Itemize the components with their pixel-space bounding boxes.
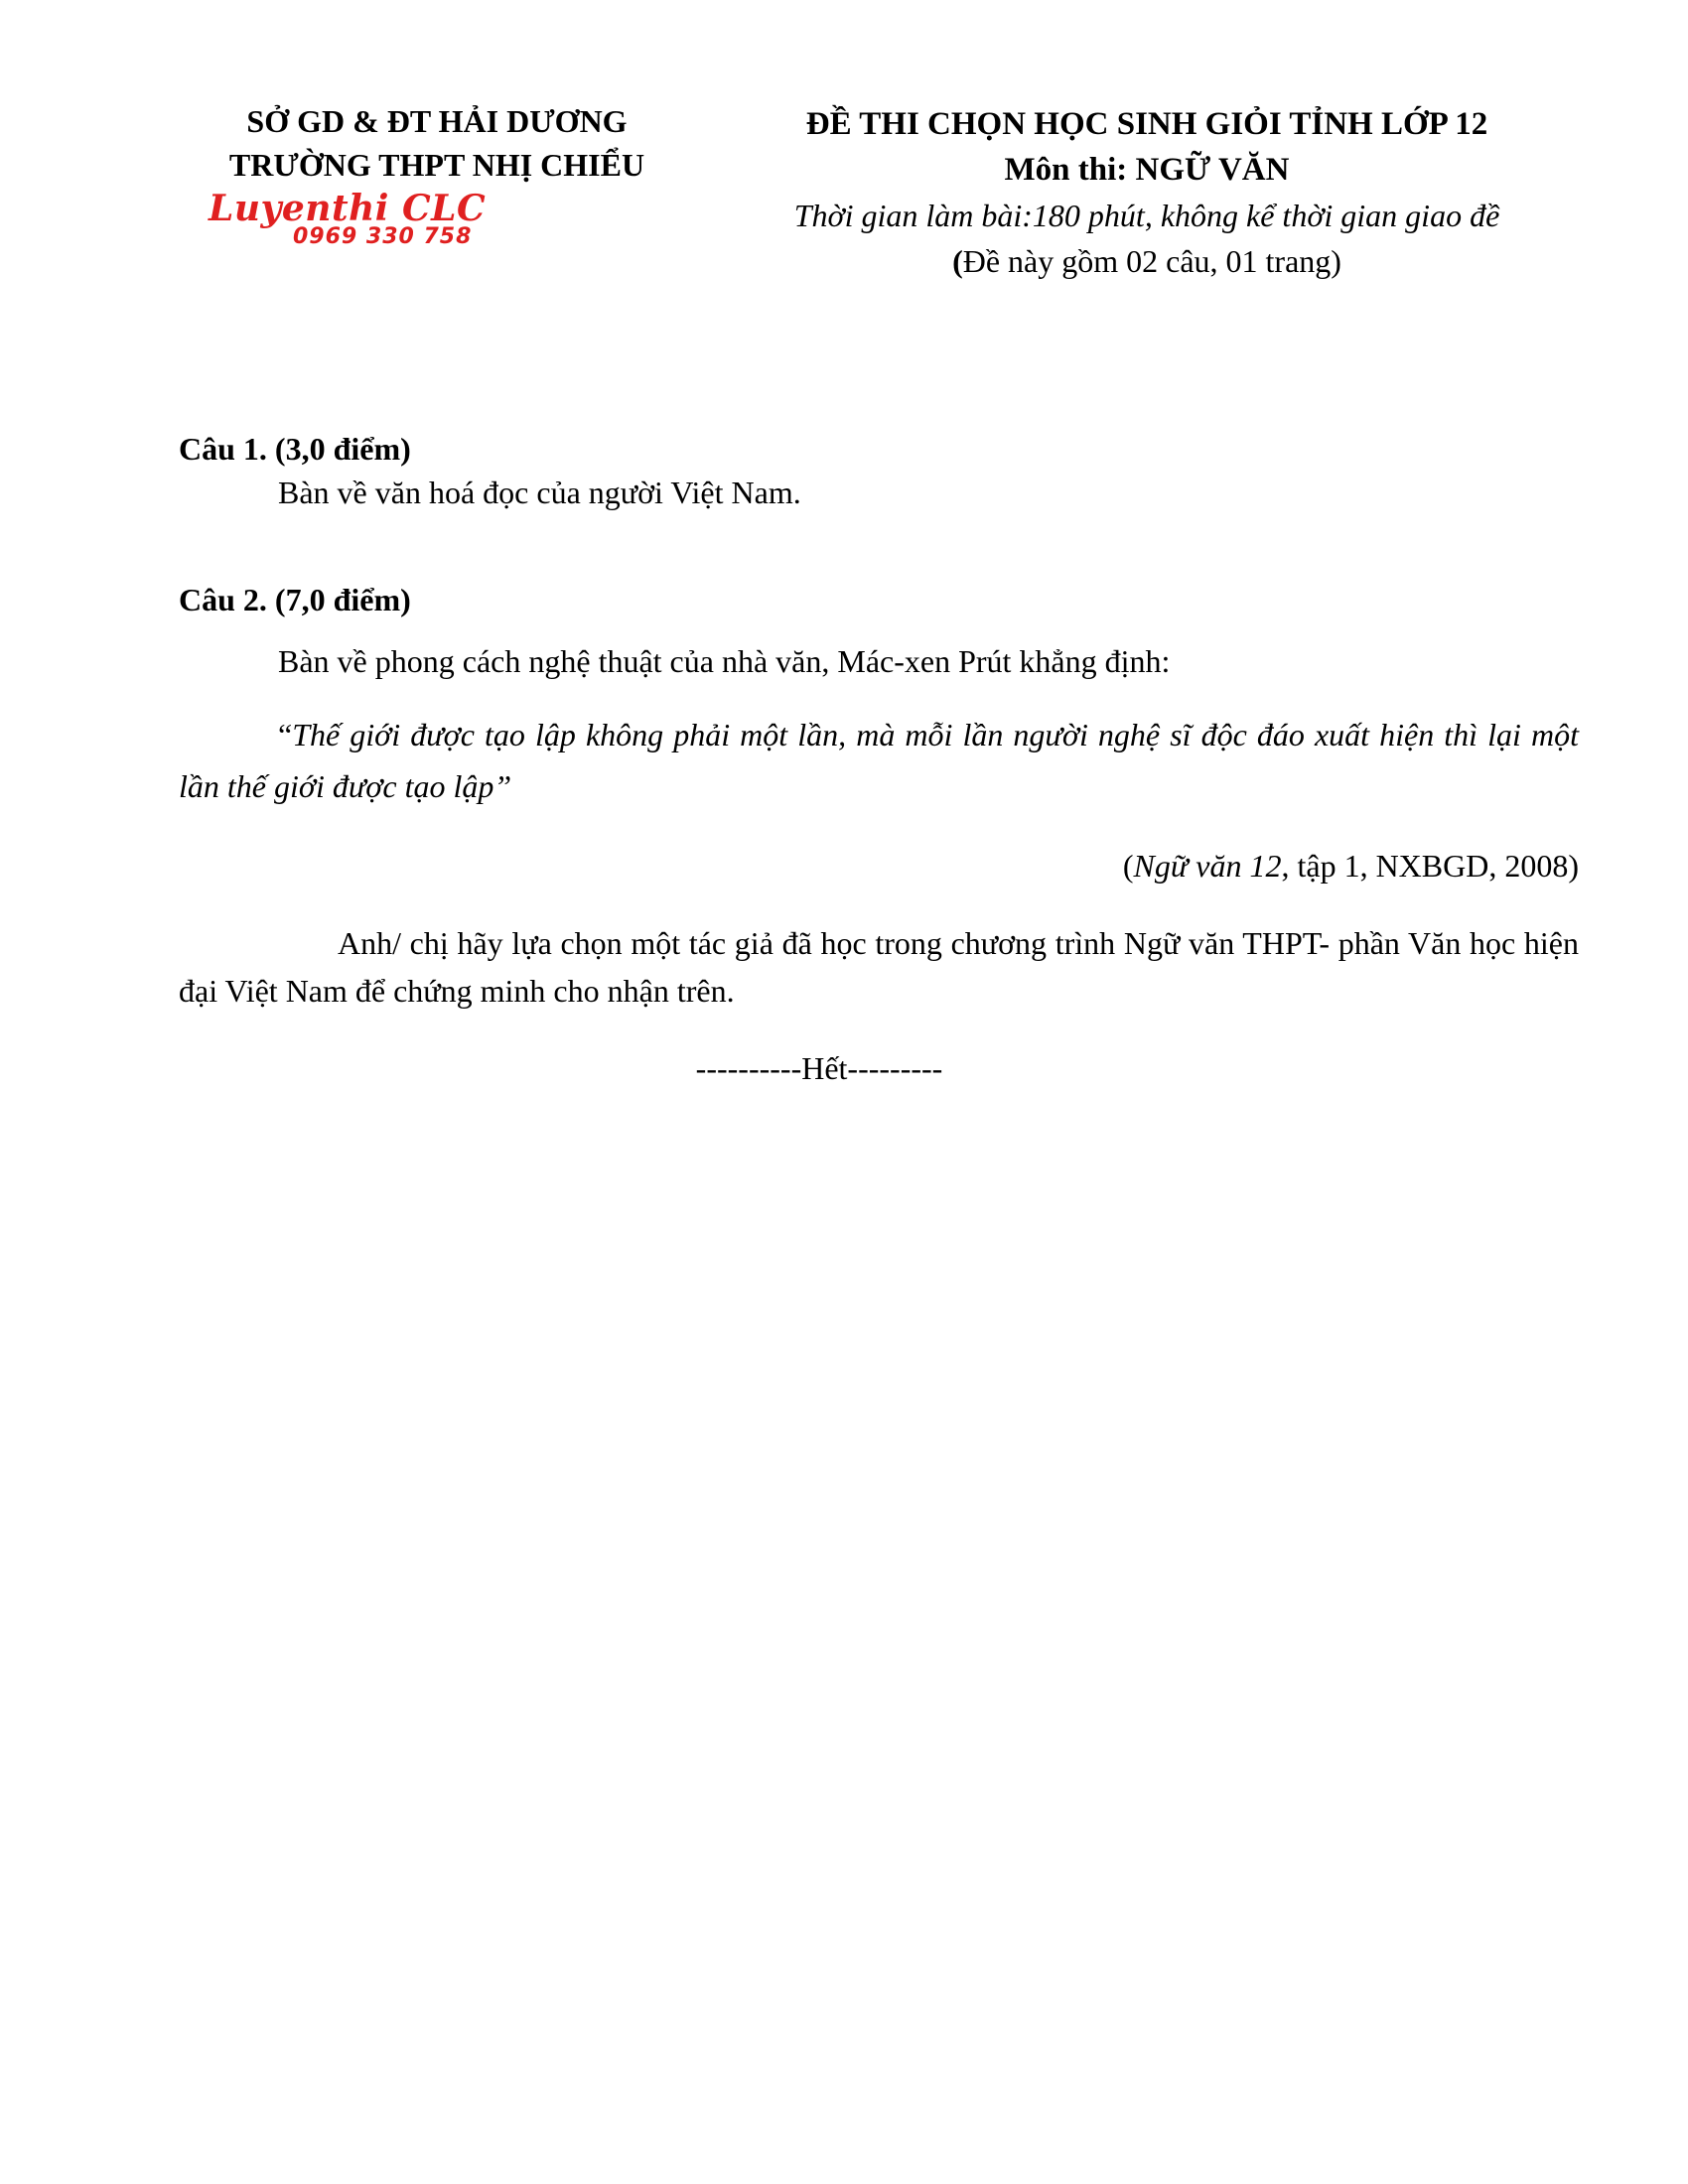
header-left [199, 99, 675, 187]
exam-time: Thời gian làm bài:180 phút, không kể thời gian giao đề [793, 198, 1500, 233]
logo-phone: 0969 330 758 [293, 224, 473, 249]
exam-body [179, 427, 1579, 1122]
quote-source [179, 844, 1579, 887]
source-open: ( [1122, 848, 1134, 884]
question-2 [179, 578, 1579, 1015]
source-rest: , tập 1, NXBGD, 2008) [1281, 848, 1579, 884]
question-2-prompt: Bàn về phong cách nghệ thuật của nhà văn, Mác-xen Prút khẳng định: [278, 643, 1171, 679]
question-1 [179, 427, 1579, 514]
header-right [730, 101, 1564, 284]
exam-note-open: ( [952, 243, 963, 279]
question-2-quote [179, 709, 1579, 812]
question-2-heading: Câu 2. (7,0 điểm) [179, 582, 411, 617]
logo-brand: Luyenthi CLC [209, 188, 487, 229]
quote-text: Thế giới được tạo lập không phải một lần, mà mỗi lần người nghệ sĩ độc đáo xuất hiện thì lại một lần thế giới được tạo lập” [179, 717, 1579, 804]
school-name: TRƯỜNG THPT NHỊ CHIỂU [228, 147, 645, 183]
end-marker: ----------Hết--------- [695, 1050, 943, 1086]
exam-note [730, 238, 1564, 284]
question-1-heading: Câu 1. (3,0 điểm) [179, 431, 411, 467]
exam-note-text: Đề này gồm 02 câu, 01 trang) [962, 243, 1341, 279]
question-2-task: Anh/ chị hãy lựa chọn một tác giả đã học trong chương trình Ngữ văn THPT- phần Văn học hiện đại Việt Nam để chứng minh cho nhận trên. [179, 925, 1579, 1009]
department-name: SỞ GD & ĐT HẢI DƯƠNG [246, 103, 628, 139]
source-title: Ngữ văn 12 [1133, 848, 1282, 884]
exam-title: ĐỀ THI CHỌN HỌC SINH GIỎI TỈNH LỚP 12 [805, 106, 1488, 142]
question-1-text: Bàn về văn hoá đọc của người Việt Nam. [278, 475, 801, 510]
exam-subject: Môn thi: NGỮ VĂN [1004, 152, 1290, 188]
luyenthi-logo [209, 189, 536, 258]
quote-open-mark: “ [278, 717, 293, 752]
